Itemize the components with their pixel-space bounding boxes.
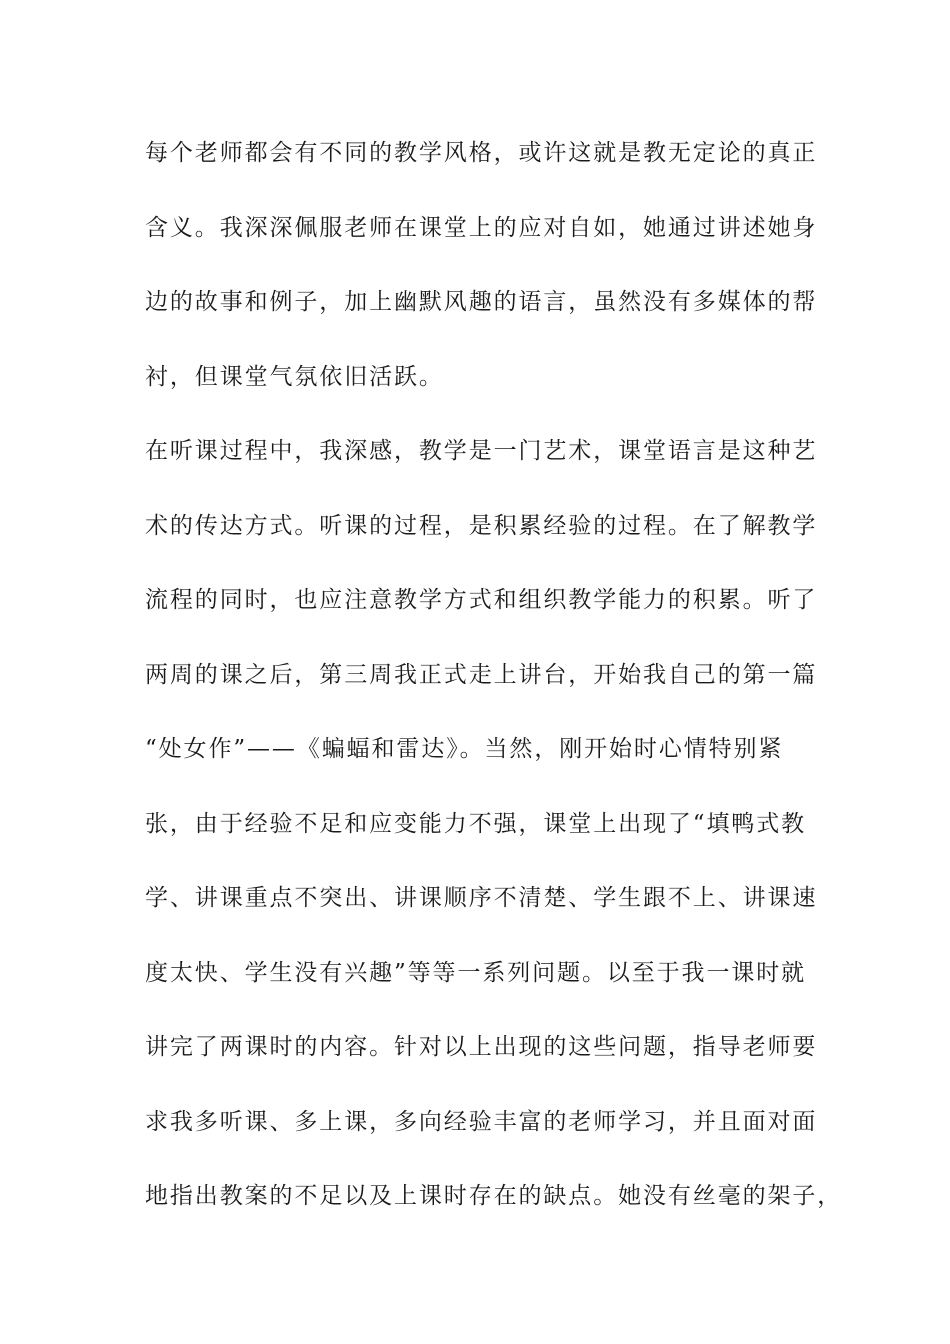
text-line: 边的故事和例子，加上幽默风趣的语言，虽然没有多媒体的帮 xyxy=(145,289,818,315)
text-line: 两周的课之后，第三周我正式走上讲台，开始我自己的第一篇 xyxy=(145,661,818,688)
text-line: 张，由于经验不足和应变能力不强，课堂上出现了“填鸭式教 xyxy=(145,810,807,837)
text-line: 含义。我深深佩服老师在课堂上的应对自如，她通过讲述她身 xyxy=(145,214,818,241)
body-text xyxy=(145,128,843,1246)
text-line: 讲完了两课时的内容。针对以上出现的这些问题，指导老师要 xyxy=(145,1034,818,1060)
text-line: 衬，但课堂气氛依旧活跃。 xyxy=(145,363,444,390)
text-line: 学、讲课重点不突出、讲课顺序不清楚、学生跟不上、讲课速 xyxy=(145,885,818,911)
text-line: 度太快、学生没有兴趣”等等一系列问题。以至于我一课时就 xyxy=(145,959,807,986)
text-line: 在听课过程中，我深感，教学是一门艺术，课堂语言是这种艺 xyxy=(145,438,818,464)
text-line: “处女作”——《蝙蝠和雷达》。当然，刚开始时心情特别紧 xyxy=(145,736,784,762)
text-line: 术的传达方式。听课的过程，是积累经验的过程。在了解教学 xyxy=(145,512,818,539)
text-line: 求我多听课、多上课，多向经验丰富的老师学习，并且面对面 xyxy=(145,1108,818,1135)
text-line: 地指出教案的不足以及上课时存在的缺点。她没有丝毫的架子， xyxy=(145,1183,843,1209)
text-line: 每个老师都会有不同的教学风格，或许这就是教无定论的真正 xyxy=(145,140,818,166)
text-line: 流程的同时，也应注意教学方式和组织教学能力的积累。听了 xyxy=(145,587,818,613)
